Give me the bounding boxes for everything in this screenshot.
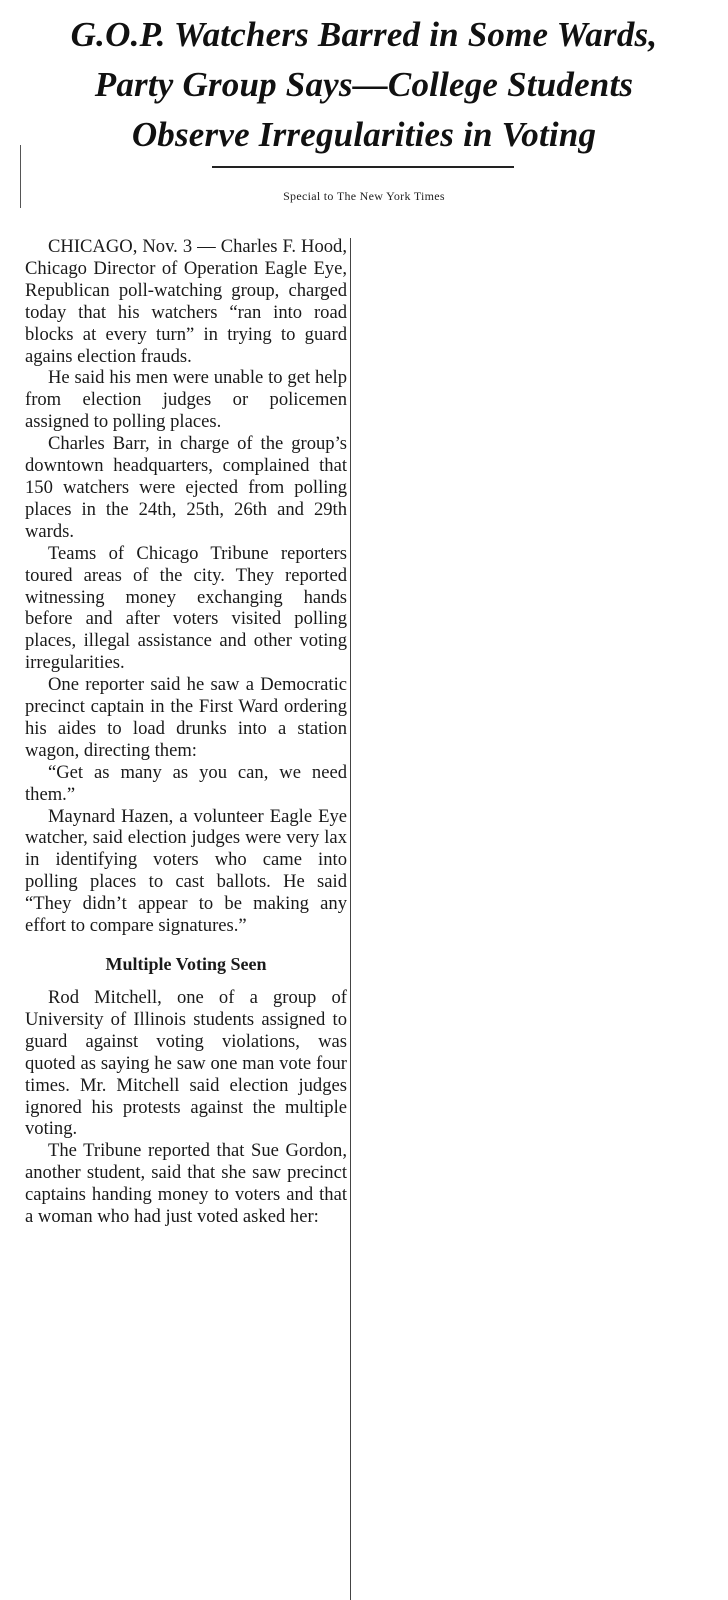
subheading: Multiple Voting Seen (105, 954, 267, 974)
headline-line-3: Observe Irregularities in Voting (131, 115, 597, 154)
margin-mark (20, 145, 21, 208)
headline-rule (212, 166, 514, 168)
paragraph-4: Teams of Chicago Tribune reporters toured areas of the city. They reported witnessing money exchanging hands before and after voters visited polling places, illegal assistance and other voting irregularities. (25, 542, 347, 674)
byline-credit: Special to The New York Times (283, 189, 445, 203)
paragraph-5: One reporter said he saw a Democratic precinct captain in the First Ward ordering his aides to load drunks into a station wagon, directing them: (25, 674, 347, 761)
headline-line-2: Party Group Says—College Students (94, 65, 634, 104)
article-column (25, 236, 347, 1228)
paragraph-6: “Get as many as you can, we need them.” (25, 761, 347, 805)
headline-line-1: G.O.P. Watchers Barred in Some Wards, (70, 15, 658, 54)
paragraph-8: Rod Mitchell, one of a group of University of Illinois students assigned to guard against voting violations, was quoted as saying he saw one man vote four times. Mr. Mitchell said election judges ignored his protests against the multiple voting. (25, 987, 347, 1140)
paragraph-2: He said his men were unable to get help from election judges or policemen assigned to polling places. (25, 367, 347, 433)
paragraph-9: The Tribune reported that Sue Gordon, another student, said that she saw precinct captains handing money to voters and that a woman who had just voted asked her: (25, 1140, 347, 1228)
paragraph-1: CHICAGO, Nov. 3 — Charles F. Hood, Chicago Director of Operation Eagle Eye, Republican poll-watching group, charged today that his watchers “ran into road blocks at every turn” in trying to guard agains election frauds. (25, 236, 347, 367)
paragraph-7: Maynard Hazen, a volunteer Eagle Eye watcher, said election judges were very lax in identifying voters who came into polling places to cast ballots. He said “They didn’t appear to be making any effort to compare signatures.” (25, 805, 347, 937)
headline (6, 10, 722, 160)
paragraph-3: Charles Barr, in charge of the group’s downtown headquarters, complained that 150 watchers were ejected from polling places in the 24th, 25th, 26th and 29th wards. (25, 433, 347, 542)
column-rule (350, 238, 351, 1600)
